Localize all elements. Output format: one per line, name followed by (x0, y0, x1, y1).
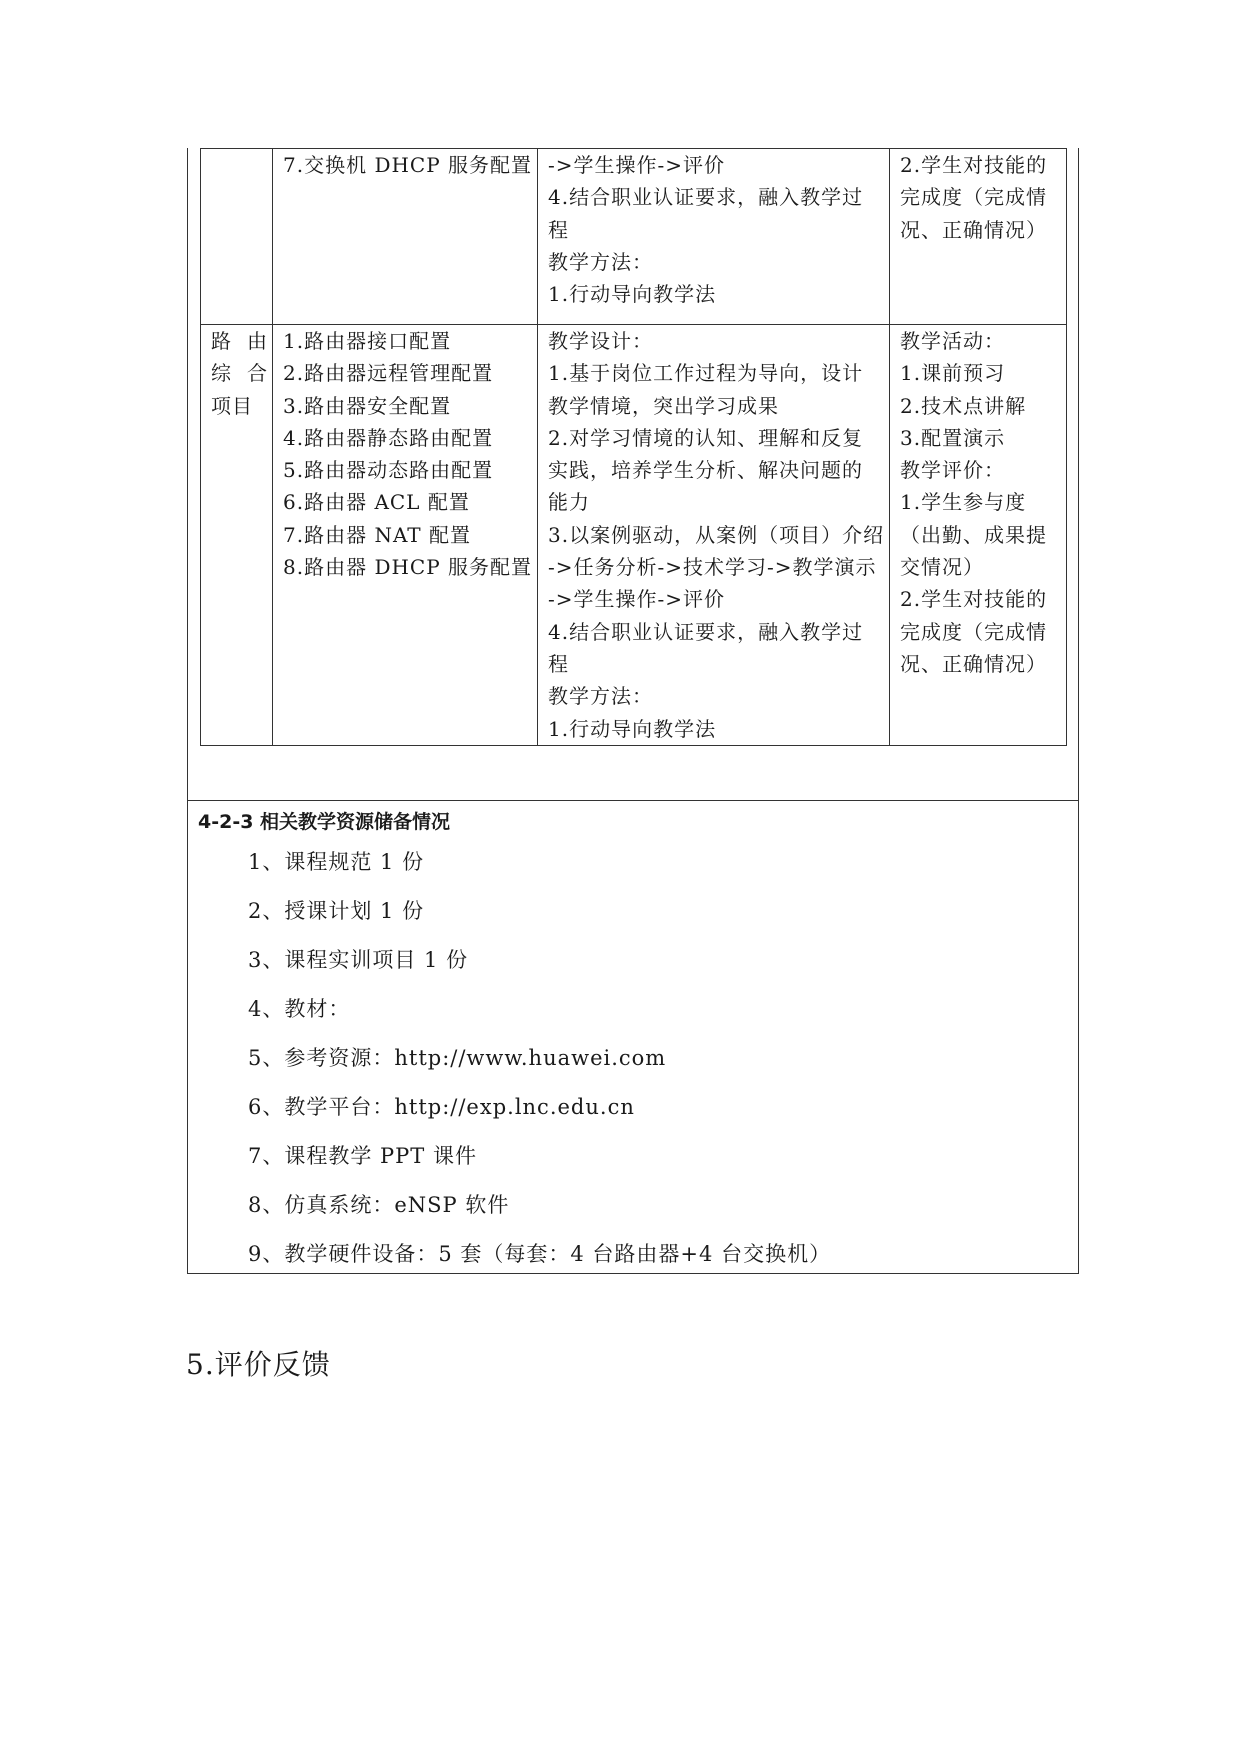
cell-line: 路 由 (211, 329, 268, 353)
cell-line: 7.路由器 NAT 配置 (283, 522, 471, 547)
cell-line: 程 (548, 217, 569, 242)
resources-heading: 4-2-3 相关教学资源储备情况 (198, 811, 451, 833)
list-item: 2、授课计划 1 份 (248, 899, 425, 923)
table-row (201, 149, 1067, 325)
cell-line: ->学生操作->评价 (548, 587, 726, 612)
content-frame (187, 148, 1079, 1274)
cell-line: 2.对学习情境的认知、理解和反复 (548, 425, 864, 450)
list-item: 5、参考资源：http://www.huawei.com (248, 1046, 667, 1070)
cell-line: （出勤、成果提 (900, 522, 1047, 547)
cell-line: 2.技术点讲解 (900, 393, 1027, 418)
cell-line: 1.基于岗位工作过程为导向，设计 (548, 361, 864, 386)
module-cell (201, 325, 273, 746)
cell-line: ->任务分析->技术学习->教学演示 (548, 555, 877, 580)
cell-line: 教学设计： (548, 329, 653, 353)
cell-line: 2.路由器远程管理配置 (283, 361, 494, 386)
list-item: 4、教材： (248, 997, 351, 1021)
cell-line: 教学评价： (900, 458, 1005, 483)
cell-line: 4.结合职业认证要求，融入教学过 (548, 185, 864, 210)
list-item: 3、课程实训项目 1 份 (248, 948, 469, 972)
cell-line: 1.学生参与度 (900, 490, 1027, 515)
cell-line: ->学生操作->评价 (548, 153, 726, 177)
list-item: 1、课程规范 1 份 (248, 850, 425, 874)
resources-list (248, 838, 831, 1279)
cell-divider (188, 800, 1078, 801)
cell-line: 1.行动导向教学法 (548, 716, 717, 741)
teaching-design-cell (538, 325, 890, 746)
config-items-cell (273, 149, 538, 325)
cell-line: 1.路由器接口配置 (283, 329, 452, 353)
cell-line: 完成度（完成情 (900, 185, 1047, 210)
cell-line: 实践，培养学生分析、解决问题的 (548, 458, 863, 483)
cell-line: 2.学生对技能的 (900, 587, 1048, 612)
cell-line: 交情况） (900, 555, 984, 580)
cell-line: 3.配置演示 (900, 425, 1006, 450)
cell-line: 1.课前预习 (900, 361, 1006, 386)
cell-line: 况、正确情况） (900, 651, 1047, 676)
cell-line: 3.以案例驱动，从案例（项目）介绍 (548, 522, 885, 547)
module-cell (201, 149, 273, 325)
teaching-plan-table (200, 148, 1067, 746)
cell-line: 2.学生对技能的 (900, 153, 1048, 177)
evaluation-cell (890, 325, 1067, 746)
cell-line: 教学情境，突出学习成果 (548, 393, 779, 418)
cell-line: 完成度（完成情 (900, 619, 1047, 644)
cell-line: 况、正确情况） (900, 217, 1047, 242)
evaluation-cell (890, 149, 1067, 325)
cell-line: 7.交换机 DHCP 服务配置 (283, 153, 533, 177)
cell-line: 3.路由器安全配置 (283, 393, 452, 418)
section-title: 5.评价反馈 (186, 1348, 331, 1381)
list-item: 6、教学平台：http://exp.lnc.edu.cn (248, 1095, 635, 1119)
cell-line: 5.路由器动态路由配置 (283, 458, 494, 483)
list-item: 7、课程教学 PPT 课件 (248, 1144, 477, 1168)
teaching-plan-cell (188, 148, 1078, 800)
cell-line: 教学活动： (900, 329, 1005, 353)
cell-line: 1.行动导向教学法 (548, 282, 717, 307)
list-item: 9、教学硬件设备：5 套（每套：4 台路由器+4 台交换机） (248, 1242, 832, 1266)
cell-line: 教学方法： (548, 684, 653, 709)
table-row (201, 325, 1067, 746)
cell-line: 能力 (548, 490, 590, 515)
cell-line: 6.路由器 ACL 配置 (283, 490, 470, 515)
cell-line: 程 (548, 651, 569, 676)
cell-line: 4.路由器静态路由配置 (283, 425, 494, 450)
cell-line: 项目 (211, 393, 253, 418)
cell-line: 8.路由器 DHCP 服务配置 (283, 555, 533, 580)
cell-line: 综 合 (211, 361, 268, 386)
list-item: 8、仿真系统：eNSP 软件 (248, 1193, 510, 1217)
teaching-design-cell (538, 149, 890, 325)
config-items-cell (273, 325, 538, 746)
cell-line: 教学方法： (548, 249, 653, 274)
cell-line: 4.结合职业认证要求，融入教学过 (548, 619, 864, 644)
